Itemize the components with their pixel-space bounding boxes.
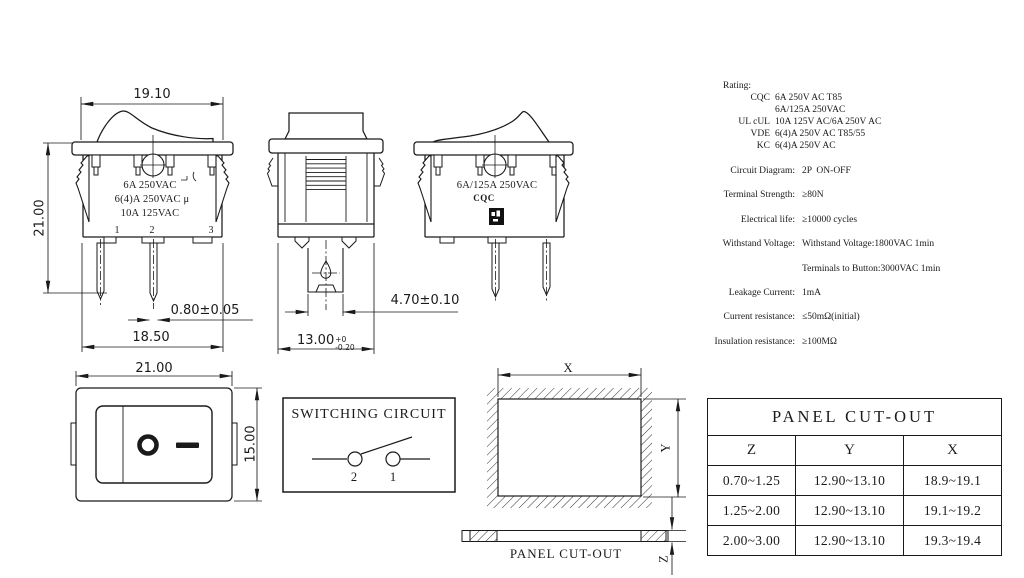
cutout-y-label: Y [658, 443, 673, 453]
top-view [71, 371, 262, 501]
spec-row [688, 312, 940, 336]
back-marking: 6A/125A 250VAC [456, 180, 538, 191]
spec-value: ≥10000 cycles [802, 214, 858, 225]
tolerance-stack: +0 -0.20 [335, 335, 355, 352]
ratings-block [690, 80, 881, 152]
spec-row [688, 239, 940, 263]
spec-label: Terminal Strength: [723, 190, 795, 201]
rating-value: 10A 125V AC/6A 250V AC [775, 117, 882, 127]
top-width-dim: 21.00 [135, 361, 173, 376]
cell-z: 0.70~1.25 [708, 466, 796, 496]
rating-row [690, 116, 881, 128]
spec-value: ≥100MΩ [802, 336, 837, 347]
cell-y: 12.90~13.10 [796, 496, 904, 526]
cell-y: 12.90~13.10 [796, 526, 904, 556]
kc-mark-icon [489, 208, 504, 225]
circuit-terminal-2: 2 [350, 470, 358, 484]
spec-label: Withstand Voltage: [722, 239, 795, 250]
rating-value: 6A/125A 250VAC [775, 105, 846, 115]
rating-value: 6(4)A 250V AC T85/55 [775, 129, 866, 139]
cell-z: 2.00~3.00 [708, 526, 796, 556]
cell-y: 12.90~13.10 [796, 466, 904, 496]
rating-agency: CQC [750, 93, 770, 103]
spec-value: ≥80N [802, 190, 824, 201]
spec-label: Current resistance: [723, 312, 795, 323]
spec-value: 2P ON-OFF [802, 166, 851, 176]
rating-row [690, 92, 881, 104]
col-header-y: Y [796, 436, 904, 466]
body-width-dim: 13.00 +0 -0.20 [297, 333, 355, 352]
panel-cutout-table [707, 398, 1002, 556]
rating-agency: KC [756, 141, 770, 151]
switching-circuit-title: SWITCHING CIRCUIT [291, 407, 447, 422]
spec-label [688, 264, 795, 288]
table-title: PANEL CUT-OUT [708, 399, 1002, 436]
top-height-dim: 15.00 [243, 425, 259, 463]
spec-row [688, 215, 940, 239]
spec-value: Withstand Voltage:1800VAC 1min [802, 239, 935, 250]
table-row [708, 496, 1002, 526]
rating-value: 6A 250V AC T85 [775, 93, 842, 103]
rating-agency: VDE [750, 129, 770, 139]
spec-value: 1mA [802, 287, 821, 298]
spec-value: ≤50mΩ(initial) [802, 312, 860, 323]
ratings-title: Rating: [723, 81, 751, 91]
front-marking-3: 10A 125VAC [120, 208, 180, 219]
specifications-block [688, 162, 940, 361]
cutout-z-label: Z [656, 555, 671, 563]
circuit-terminal-1: 1 [389, 470, 397, 484]
cell-x: 18.9~19.1 [904, 466, 1002, 496]
spec-row [688, 166, 940, 190]
rating-agency [690, 104, 770, 116]
on-symbol [176, 443, 199, 449]
terminal-1-label: 1 [114, 225, 120, 236]
panel-cutout-caption: PANEL CUT-OUT [509, 546, 623, 561]
cqc-logo: CQC [473, 193, 495, 203]
spec-label: Circuit Diagram: [730, 166, 795, 176]
terminal-2-label: 2 [149, 225, 155, 236]
terminal-3-label: 3 [208, 225, 214, 236]
spec-row [688, 337, 940, 361]
cutout-x-label: X [563, 361, 573, 375]
pin-width-dim: 0.80±0.05 [170, 303, 240, 318]
table-header-row [708, 436, 1002, 466]
spec-row [688, 190, 940, 214]
spec-label: Insulation resistance: [714, 336, 795, 347]
spec-value: Terminals to Button:3000VAC 1min [802, 263, 941, 274]
front-span-dim: 18.50 [132, 330, 170, 345]
col-header-x: X [904, 436, 1002, 466]
shaft-width-dim: 4.70±0.10 [390, 293, 460, 308]
rating-agency: UL cUL [738, 117, 770, 127]
col-header-z: Z [708, 436, 796, 466]
front-marking-2: 6(4)A 250VAC μ [114, 194, 190, 205]
cell-x: 19.1~19.2 [904, 496, 1002, 526]
table-row [708, 526, 1002, 556]
table-row [708, 466, 1002, 496]
back-view [414, 111, 573, 303]
spec-label: Electrical life: [740, 214, 795, 225]
front-marking-1: 6A 250VAC [123, 180, 177, 191]
spec-row [688, 264, 940, 288]
spec-label: Leakage Current: [728, 287, 795, 298]
cell-x: 19.3~19.4 [904, 526, 1002, 556]
front-width-dim: 19.10 [133, 87, 171, 102]
front-height-dim: 21.00 [32, 199, 48, 237]
rating-row [690, 104, 881, 116]
rating-row [690, 128, 881, 140]
spec-row [688, 288, 940, 312]
rating-row [690, 140, 881, 152]
small-cert-icon [181, 172, 196, 181]
cell-z: 1.25~2.00 [708, 496, 796, 526]
panel-cutout-diagram [462, 368, 686, 575]
rating-value: 6(4)A 250V AC [775, 141, 836, 151]
